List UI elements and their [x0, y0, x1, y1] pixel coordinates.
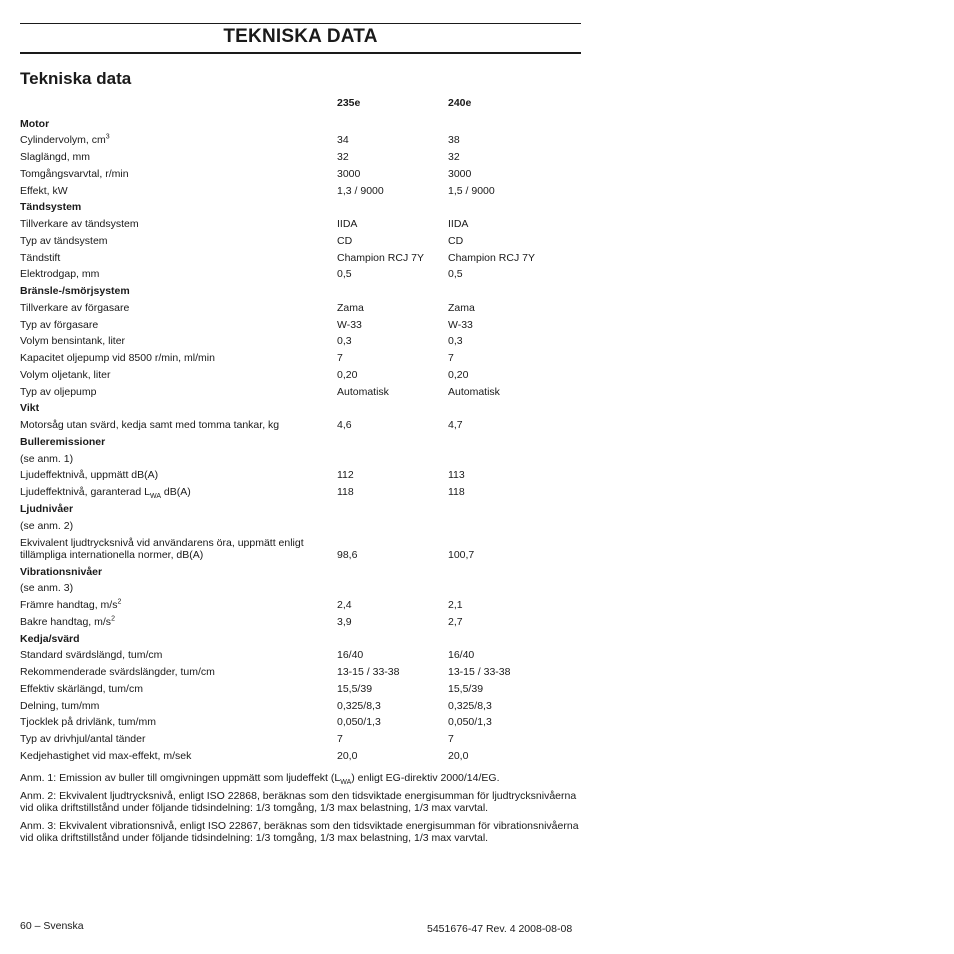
note-3 [20, 820, 590, 844]
note-2-line-2: vid olika driftstillstånd under följande tidsindelning: 1/3 tomgång, 1/3 max belastning, 1/3 max varvtal. [20, 802, 489, 814]
row-label [20, 268, 99, 280]
value-240e: 0,325/8,3 [448, 700, 492, 712]
row-label [20, 201, 81, 213]
value-240e: Champion RCJ 7Y [448, 252, 535, 264]
row-label [20, 319, 98, 331]
value-240e: 16/40 [448, 649, 475, 661]
note-1-pre: Anm. 1: Emission av buller till omgivningen uppmätt som ljudeffekt (L [20, 772, 341, 784]
row-label [20, 469, 158, 481]
value-240e: IIDA [448, 218, 469, 230]
value-235e: 0,3 [337, 335, 352, 347]
row-label-text: Tillverkare av förgasare [20, 302, 130, 314]
row-label [20, 118, 49, 130]
row-label [20, 582, 73, 594]
value-235e: 235e [337, 97, 361, 109]
value-235e: 7 [337, 733, 343, 745]
note-1-post: ) enligt EG-direktiv 2000/14/EG. [351, 772, 500, 784]
row-label-text: Volym bensintank, liter [20, 335, 126, 347]
value-235e: W-33 [337, 319, 362, 331]
value-240e: 0,5 [448, 268, 463, 280]
row-label [20, 733, 146, 745]
value-240e: 3000 [448, 168, 472, 180]
row-label [20, 750, 191, 762]
row-label-text: Standard svärdslängd, tum/cm [20, 649, 163, 661]
row-label-suffix: dB(A) [161, 486, 191, 498]
value-240e: 0,3 [448, 335, 463, 347]
row-label-text: Delning, tum/mm [20, 700, 100, 712]
value-240e: 1,5 / 9000 [448, 185, 495, 197]
row-label-text: Motor [20, 118, 50, 130]
row-label [20, 566, 102, 578]
value-240e: 32 [448, 151, 460, 163]
value-235e: 2,4 [337, 599, 352, 611]
note-2 [20, 790, 590, 814]
row-label [20, 683, 143, 695]
row-label-line-2: tillämpliga internationella normer, dB(A) [20, 549, 204, 561]
row-label [20, 151, 90, 163]
row-label [20, 302, 129, 314]
row-label-text: Effektiv skärlängd, tum/cm [20, 683, 143, 695]
value-240e: 113 [448, 469, 465, 481]
value-240e: 2,1 [448, 599, 463, 611]
row-label-text: Ekvivalent ljudtrycksnivå vid användarens öra, uppmätt enligt [20, 537, 304, 549]
row-label-text: Typ av förgasare [20, 319, 99, 331]
row-label-text: Ljudeffektnivå, uppmätt dB(A) [20, 469, 159, 481]
value-235e: IIDA [337, 218, 358, 230]
value-235e: 98,6 [337, 549, 358, 561]
section-title: TEKNISKA DATA [223, 26, 378, 47]
row-label-text: (se anm. 3) [20, 582, 74, 594]
row-label-text: Tändsystem [20, 201, 82, 213]
row-label-text: Slaglängd, mm [20, 151, 91, 163]
value-240e: 7 [448, 733, 454, 745]
row-label-superscript: 3 [105, 133, 110, 141]
row-label-text: (se anm. 2) [20, 520, 74, 532]
footer-doc-ref: 5451676-47 Rev. 4 2008-08-08 [427, 923, 573, 935]
row-label-text: Cylindervolym, cm [20, 134, 106, 146]
row-label [20, 666, 215, 678]
value-240e: 4,7 [448, 419, 463, 431]
value-235e: CD [337, 235, 353, 247]
note-3-line-1: Anm. 3: Ekvivalent vibrationsnivå, enligt ISO 22867, beräknas som den tidsviktade energisumman för vibrationsnivåerna [20, 820, 579, 832]
row-label [20, 168, 129, 180]
row-label [20, 252, 60, 264]
value-240e: Zama [448, 302, 475, 314]
value-235e: 118 [337, 486, 354, 498]
row-label-text: Främre handtag, m/s [20, 599, 118, 611]
value-235e: 32 [337, 151, 349, 163]
row-label [20, 700, 99, 712]
note-1 [20, 772, 590, 787]
value-240e: 15,5/39 [448, 683, 484, 695]
value-240e: 38 [448, 134, 460, 146]
value-240e: CD [448, 235, 464, 247]
row-label [20, 503, 73, 515]
row-label [20, 599, 121, 611]
value-240e: 240e [448, 97, 472, 109]
footer-page-number: 60 – Svenska [20, 920, 84, 932]
value-235e: 1,3 / 9000 [337, 185, 384, 197]
value-235e: Automatisk [337, 386, 389, 398]
value-240e: 0,20 [448, 369, 469, 381]
row-label-superscript: 2 [111, 615, 115, 623]
note-3-line-2: vid olika driftstillstånd under följande tidsindelning: 1/3 tomgång, 1/3 max belastning, 1/3 max varvtal. [20, 832, 489, 844]
row-label-text: Elektrodgap, mm [20, 268, 100, 280]
value-235e: 0,325/8,3 [337, 700, 381, 712]
value-235e: 16/40 [337, 649, 364, 661]
row-label-text: Motorsåg utan svärd, kedja samt med tomma tankar, kg [20, 419, 280, 431]
row-label [20, 335, 125, 347]
row-label [20, 453, 73, 465]
row-label-text: Typ av tändsystem [20, 235, 108, 247]
notes [20, 772, 590, 850]
note-1-sub: WA [340, 779, 352, 787]
page-heading: Tekniska data [20, 69, 132, 88]
row-label-text: Kedja/svärd [20, 633, 80, 645]
value-240e: 100,7 [448, 549, 475, 561]
row-label-text: Tomgångsvarvtal, r/min [20, 168, 129, 180]
value-235e: 0,5 [337, 268, 352, 280]
row-label-text: Tjocklek på drivlänk, tum/mm [20, 716, 156, 728]
value-235e: 0,20 [337, 369, 358, 381]
row-label [20, 436, 105, 448]
row-label [20, 369, 110, 381]
row-label [20, 616, 115, 628]
value-235e: 112 [337, 469, 354, 481]
value-240e: 7 [448, 352, 454, 364]
row-label [20, 537, 320, 561]
value-240e: 2,7 [448, 616, 463, 628]
value-235e: 4,6 [337, 419, 352, 431]
value-235e: 3000 [337, 168, 361, 180]
value-240e: 20,0 [448, 750, 469, 762]
row-label [20, 402, 39, 414]
row-label-superscript: 2 [117, 598, 122, 606]
note-2-line-1: Anm. 2: Ekvivalent ljudtrycksnivå, enligt ISO 22868, beräknas som den tidsviktade energisumman för ljudtrycksnivåerna [20, 790, 577, 802]
row-label [20, 134, 110, 146]
row-label-text: Volym oljetank, liter [20, 369, 111, 381]
row-label-text: Kedjehastighet vid max-effekt, m/sek [20, 750, 192, 762]
row-label-text: (se anm. 1) [20, 453, 74, 465]
row-label-text: Typ av drivhjul/antal tänder [20, 733, 146, 745]
row-label-text: Rekommenderade svärdslängder, tum/cm [20, 666, 215, 678]
row-label [20, 218, 139, 230]
row-label-text: Bakre handtag, m/s [20, 616, 112, 628]
row-label [20, 633, 80, 645]
value-240e: 0,050/1,3 [448, 716, 492, 728]
row-label-text: Typ av oljepump [20, 386, 97, 398]
row-label [20, 486, 191, 501]
value-235e: 13-15 / 33-38 [337, 666, 400, 678]
row-label-text: Vibrationsnivåer [20, 566, 103, 578]
row-label [20, 352, 215, 364]
row-label-text: Tillverkare av tändsystem [20, 218, 139, 230]
row-label [20, 419, 279, 431]
value-240e: 13-15 / 33-38 [448, 666, 511, 678]
row-label-text: Ljudeffektnivå, garanterad L [20, 486, 150, 498]
row-label-subscript: WA [149, 493, 162, 501]
value-235e: 34 [337, 134, 349, 146]
value-240e: W-33 [448, 319, 473, 331]
header-rule-top [20, 23, 581, 24]
value-240e: Automatisk [448, 386, 500, 398]
row-label-text: Ljudnivåer [20, 503, 74, 515]
value-235e: Champion RCJ 7Y [337, 252, 424, 264]
value-235e: 0,050/1,3 [337, 716, 381, 728]
row-label [20, 716, 156, 728]
row-label-text: Kapacitet oljepump vid 8500 r/min, ml/min [20, 352, 215, 364]
row-label [20, 649, 162, 661]
row-label-text: Bränsle-/smörjsystem [20, 285, 130, 297]
row-label-text: Vikt [20, 402, 40, 414]
value-235e: 3,9 [337, 616, 352, 628]
value-235e: Zama [337, 302, 364, 314]
row-label [20, 285, 130, 297]
row-label [20, 185, 68, 197]
row-label-text: Effekt, kW [20, 185, 68, 197]
row-label [20, 386, 96, 398]
header-rule-bottom [20, 52, 581, 54]
row-label-text: Bulleremissioner [20, 436, 106, 448]
row-label [20, 520, 73, 532]
row-label-text: Tändstift [20, 252, 61, 264]
row-label [20, 235, 108, 247]
value-235e: 7 [337, 352, 343, 364]
value-240e: 118 [448, 486, 465, 498]
value-235e: 20,0 [337, 750, 358, 762]
value-235e: 15,5/39 [337, 683, 373, 695]
